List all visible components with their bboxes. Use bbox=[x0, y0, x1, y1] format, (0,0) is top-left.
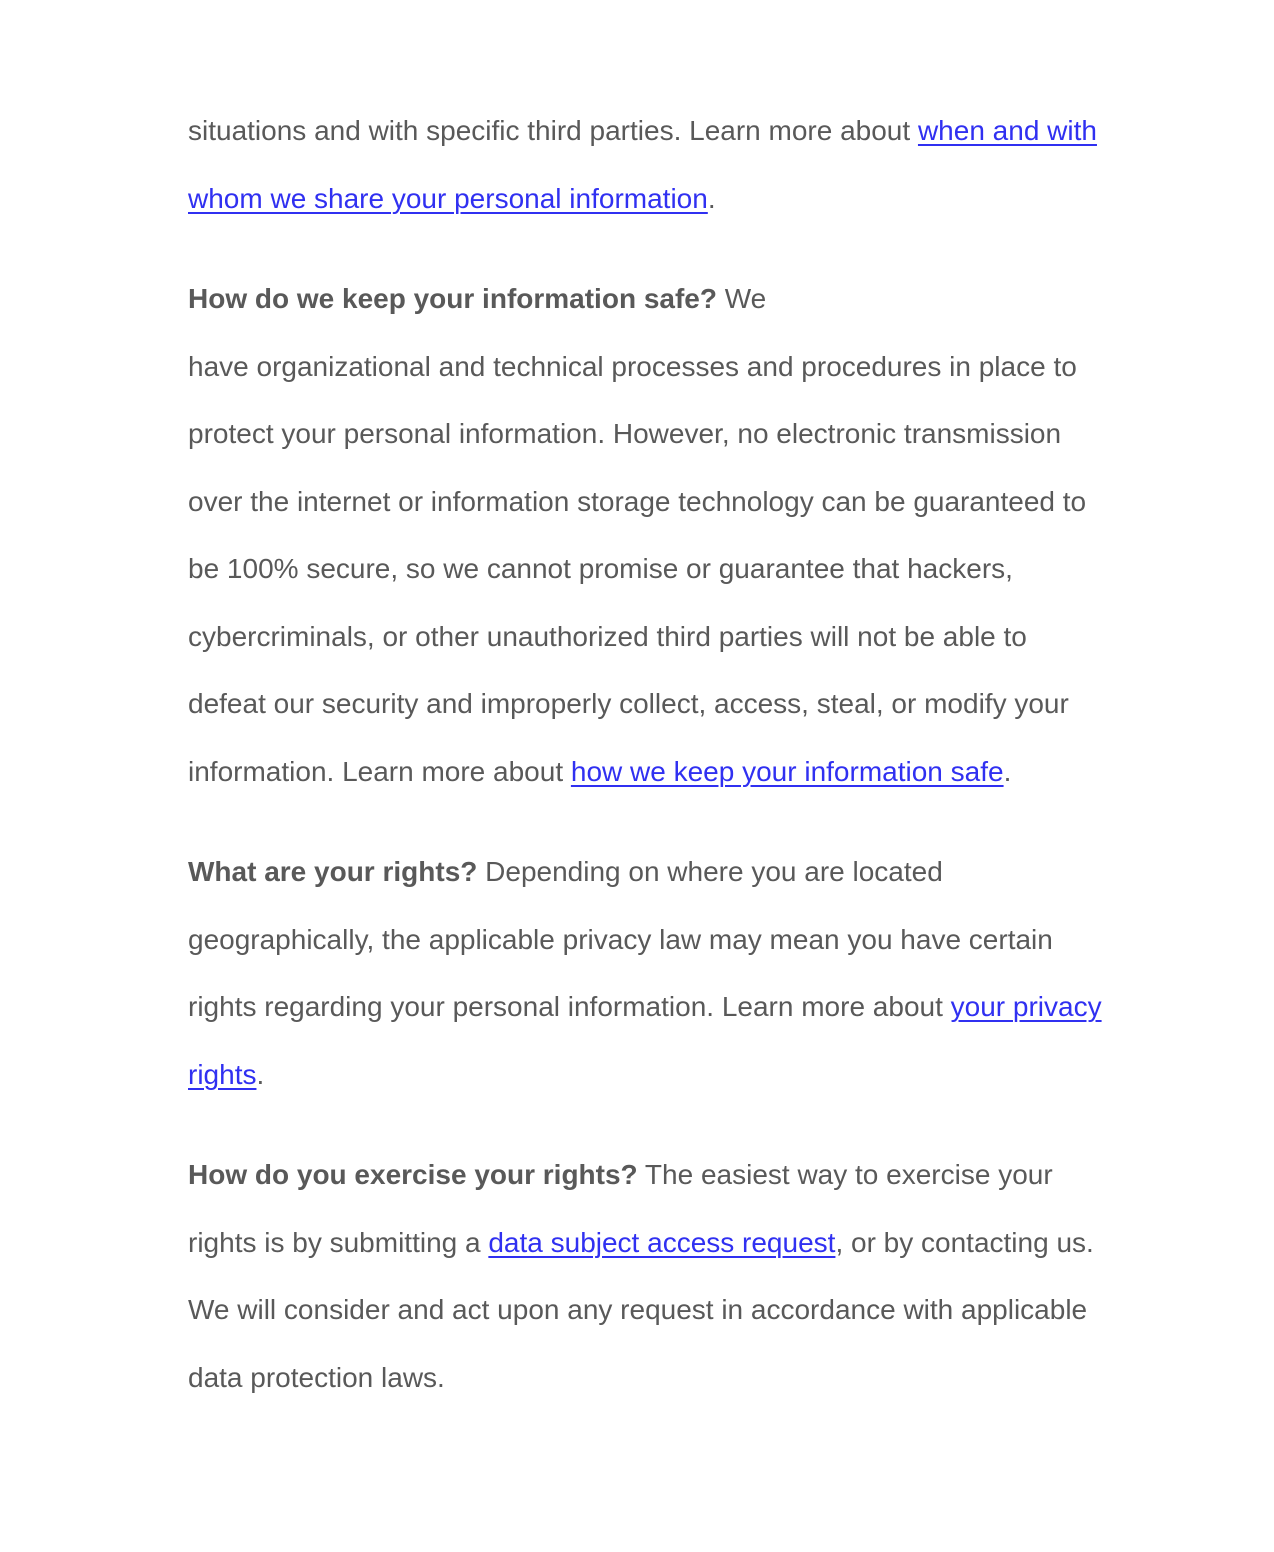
safety-text-first: We bbox=[716, 283, 767, 314]
paragraph-exercise bbox=[188, 1141, 1108, 1411]
sharing-text: situations and with specific third parties. Learn more about bbox=[188, 115, 918, 146]
rights-text: Depending on where you are located geographically, the applicable privacy law may mean you have certain rights regarding your personal information. Learn more about bbox=[188, 856, 1053, 1022]
exercise-text: The easiest way to exercise your rights is by submitting a bbox=[188, 1159, 1053, 1258]
data-request-link[interactable]: data subject access request bbox=[488, 1226, 836, 1258]
info-safe-link[interactable]: how we keep your information safe bbox=[570, 755, 1004, 787]
paragraph-safety bbox=[188, 265, 1108, 805]
sharing-period: . bbox=[707, 182, 716, 214]
rights-period: . bbox=[256, 1058, 265, 1090]
safety-text: have organizational and technical processes and procedures in place to protect your personal information. However, no electronic transmission over the internet or information storage technology can be guaranteed to be 100% secure, so we cannot promise or guarantee that hackers, cybercriminals, or other unauthorized third parties will not be able to defeat our security and improperly collect, access, steal, or modify your information. Learn more about bbox=[188, 350, 1087, 787]
paragraph-rights bbox=[188, 838, 1108, 1108]
safety-heading: How do we keep your information safe? bbox=[188, 283, 717, 314]
exercise-heading: How do you exercise your rights? bbox=[188, 1159, 638, 1190]
privacy-summary bbox=[188, 97, 1108, 1411]
paragraph-sharing bbox=[188, 97, 1108, 232]
share-info-link[interactable]: when and with whom we share your personal information bbox=[188, 115, 1097, 214]
privacy-rights-link[interactable]: your privacy rights bbox=[188, 991, 1102, 1090]
safety-period: . bbox=[1003, 755, 1012, 787]
rights-heading: What are your rights? bbox=[188, 856, 478, 887]
exercise-text-end: , or by contacting us. We will consider and act upon any request in accordance with applicable data protection laws. bbox=[188, 1226, 1094, 1393]
